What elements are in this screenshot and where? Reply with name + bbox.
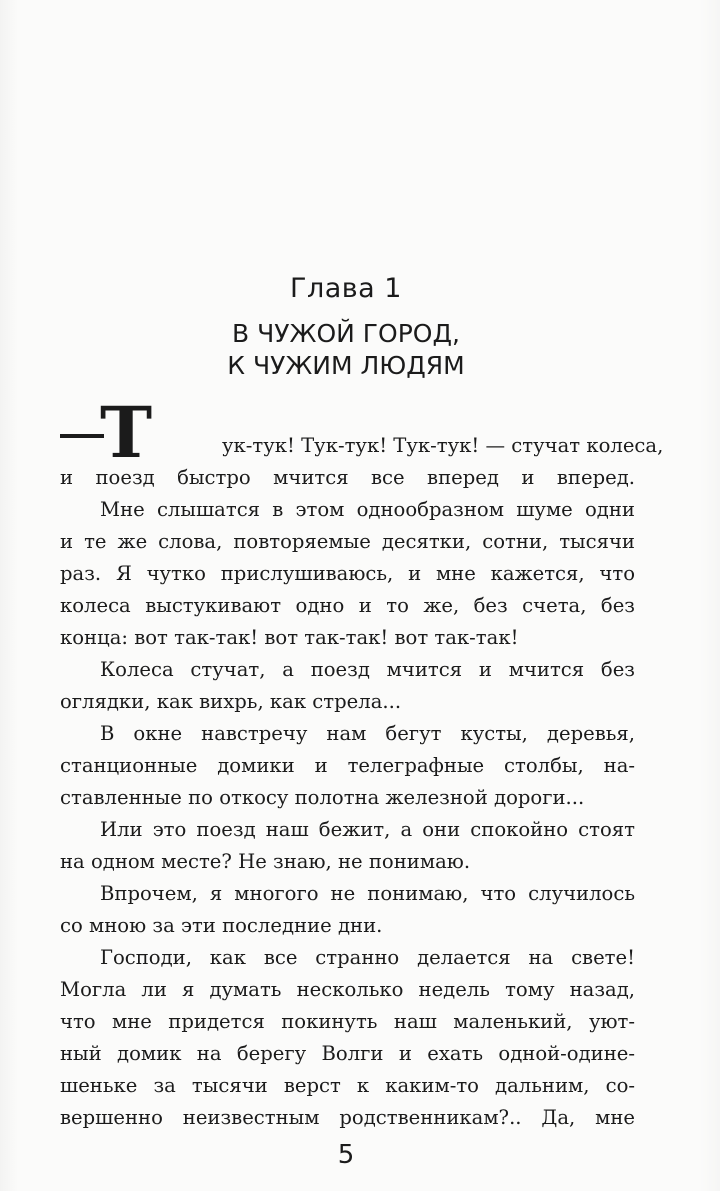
text-line-19: что мне придется покинуть наш маленький, уют- (60, 1010, 635, 1033)
chapter-title-line-1: В ЧУЖОЙ ГОРОД, (232, 319, 460, 348)
text-line-7: конца: вот так-так! вот так-так! вот так-так! (60, 626, 519, 649)
text-line-12: ставленные по откосу полотна железной дороги... (60, 786, 585, 809)
text-line-20: ный домик на берегу Волги и ехать одной-одине- (60, 1042, 635, 1065)
chapter-number: Глава 1 (290, 273, 402, 304)
text-line-14: на одном месте? Не знаю, не понимаю. (60, 850, 471, 873)
text-line-17: Господи, как все странно делается на свете! (100, 946, 635, 969)
text-line-18: Могла ли я думать несколько недель тому назад, (60, 978, 635, 1001)
page-number: 5 (337, 1140, 355, 1170)
text-line-16: со мною за эти последние дни. (60, 914, 383, 937)
text-line-9: оглядки, как вихрь, как стрела... (60, 690, 402, 713)
text-line-6: колеса выстукивают одно и то же, без счета, без (60, 594, 635, 617)
drop-cap-letter: Т (100, 391, 153, 474)
text-line-21: шеньке за тысячи верст к каким-то дальним, со- (60, 1074, 635, 1097)
text-line-10: В окне навстречу нам бегут кусты, деревья, (100, 722, 635, 745)
chapter-title (0, 318, 692, 382)
text-line-5: раз. Я чутко прислушиваюсь, и мне кажется, что (60, 562, 635, 585)
text-line-3: Мне слышатся в этом однообразном шуме одни (100, 498, 635, 521)
chapter-title-line-2: К ЧУЖИМ ЛЮДЯМ (227, 351, 465, 380)
text-line-15: Впрочем, я многого не понимаю, что случилось (100, 882, 635, 905)
text-line-8: Колеса стучат, а поезд мчится и мчится без (100, 658, 635, 681)
text-line-22: вершенно неизвестным родственникам?.. Да, мне (60, 1106, 635, 1129)
text-line-13: Или это поезд наш бежит, а они спокойно стоят (100, 818, 635, 841)
text-line-4: и те же слова, повторяемые десятки, сотни, тысячи (60, 530, 635, 553)
opening-dash (60, 434, 104, 438)
text-line-1: ук-тук! Тук-тук! Тук-тук! — стучат колеса, (222, 434, 664, 457)
text-line-2: и поезд быстро мчится все вперед и вперед. (60, 466, 635, 489)
text-line-11: станционные домики и телеграфные столбы, на- (60, 754, 635, 777)
